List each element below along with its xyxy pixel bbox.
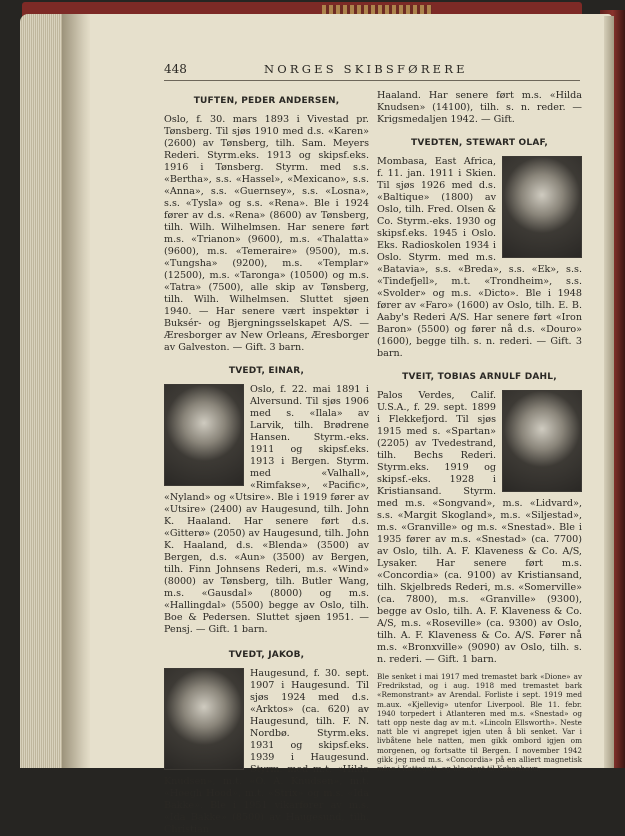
page-right-edge: [604, 16, 614, 768]
portrait-photo: [164, 668, 244, 770]
page-header: [164, 62, 580, 82]
left-column: [164, 90, 369, 836]
entry-name: TVEIT, TOBIAS ARNULF DAHL,: [402, 372, 557, 382]
entry-text: Haugesund, f. 30. sept. 1907 i Haugesund. Til sjøs 1924 med d.s. «Arktos» (ca. 620) av Haugesund, tilh. F. N. Nordbø. Styrm.eks. 1931 og skipsf.eks. 1939 i Haugesund. Styrm. med m.t. «Hilda Knudsen», m.t. «O. A. Knudsen», m.t. «Høegh Hood», m.t. «Strix» og m.s. «Ida Bakke». Ble i 1951 vikarfører av m.s. «Ida Bakke» (8500) av Haugesund, tilh. Christian: [164, 668, 369, 835]
portrait-photo: [502, 390, 582, 492]
running-head: NORGES SKIBSFØRERE: [264, 62, 468, 76]
entry-name: TVEDT, JAKOB,: [228, 650, 305, 660]
right-column: [377, 90, 582, 773]
gilt-ornament: [322, 5, 432, 14]
entry-name: TVEDTEN, STEWART OLAF,: [410, 138, 549, 148]
portrait-photo: [164, 384, 244, 486]
entry-name: TVEDT, EINAR,: [228, 366, 305, 376]
entry-text: Oslo, f. 22. mai 1891 i Alversund. Til sjøs 1906 med s. «Ilala» av Larvik, tilh. Brødrene Hansen. Styrm.-eks. 1911 og skipsf.eks. 1913 i Bergen. Styrm. med «Valhall», «Rimfakse», «Pacific», «Nyland» og «Utsire». Ble i 1919 fører av «Utsire» (2400) av Haugesund, tilh. John K. Haaland. Har senere ført d.s. «Gitterø» (2050) av Haugesund, tilh. John K. Haaland, d.s. «Blenda» (3500) av Bergen, d.s. «Aun» (3500) av Bergen, tilh. Finn Johnsens Rederi, m.s. «Wind» (8000) av Tønsberg, tilh. Butler Wang, m.s. «Gausdal» (8000) og m.s. «Hallingdal» (5500) begge av Oslo, tilh. Boe & Pedersen. Sluttet sjøen 1951. — Pensj. — Gift. 1 barn.: [164, 384, 369, 635]
page-number: 448: [164, 62, 187, 76]
entry-text: Haaland. Har senere ført m.s. «Hilda Knudsen» (14100), tilh. s. n. reder. — Krigsmedaljen 1942. — Gift.: [377, 90, 582, 125]
header-rule: [164, 80, 580, 81]
entry-text: Oslo, f. 30. mars 1893 i Vivestad pr. Tønsberg. Til sjøs 1910 med d.s. «Karen» (2600) av Tønsberg, tilh. Sam. Meyers Rederi. Styrm.eks. 1913 og skipsf.eks. 1916 i Tønsberg. Styrm. med s.s. «Bertha», s.s. «Hassel», «Mexicano», s.s. «Anna», s.s. «Guernsey», s.s. «Losna», s.s. «Tysla» og s.s. «Rena». Ble i 1924 fører av d.s. «Rena» (8600) av Tønsberg, tilh. Wilh. Wilhelmsen. Har senere ført m.s. «Trianon» (9600), m.s. «Thalatta» (9600), m.s. «Temeraire» (9500), m.s. «Tungsha» (9200), m.s. «Templar» (12500), m.s. «Taronga» (10500) og m.s. «Tatra» (7500), alle skip av Tønsberg, tilh. Wilh. Wilhelmsen. Sluttet sjøen 1940. — Har senere vært inspektør i Buksér- og Bjergningsselskapet A/S. — Æresborger av New Orleans, Æresborger av Galveston. — Gift. 3 barn.: [164, 114, 369, 353]
page-gutter: [62, 14, 90, 768]
footnote: Ble senket i mai 1917 med tremastet bark «Dione» av Fredrikstad, og i aug. 1918 med tremastet bark «Remonstrant» av Arendal. Forliste i sept. 1919 med m.aux. «Kjellevig» utenfor Liverpool. Ble 11. febr. 1940 torpedert i Atlanteren med m.s. «Snestad» og tatt opp neste dag av m.t. «Lincoln Ellsworth». Neste natt ble vi angrepet igjen uten å bli senket. Var i livbåtene hele natten, men gikk ombord igjen om morgenen, og fortsatte til Bergen. I november 1942 gikk jeg med m.s. «Concordia» på en alliert magnetisk mine i Kattegatt, og ble slept til København.: [377, 672, 582, 774]
entry-text: Palos Verdes, Calif. U.S.A., f. 29. sept. 1899 i Flekkefjord. Til sjøs 1915 med s. «Spartan» (2205) av Tvedestrand, tilh. Bechs Rederi. Styrm.eks. 1919 og skipsf.-eks. 1928 i Kristiansand. Styrm. med m.s. «Songvand», m.s. «Lidvard», s.s. «Margit Skogland», m.s. «Siljestad», m.s. «Granville» og m.s. «Snestad». Ble i 1935 fører av m.s. «Snestad» (ca. 7700) av Oslo, tilh. A. F. Klaveness & Co. A/S, Lysaker. Har senere ført m.s. «Concordia» (ca. 9100) av Kristiansand, tilh. Skjelbreds Rederi, m.s. «Somerville» (ca. 7800), m.s. «Granville» (9300), begge av Oslo, tilh. A. F. Klaveness & Co. A/S, m.s. «Roseville» (ca. 9300) av Oslo, tilh. A. F. Klaveness & Co. A/S. Fører nå m.s. «Bronxville» (9090) av Oslo, tilh. s. n. rederi. — Gift. 1 barn.: [377, 390, 582, 665]
portrait-photo: [502, 156, 582, 258]
entry-text: Mombasa, East Africa, f. 11. jan. 1911 i Skien. Til sjøs 1926 med d.s. «Baltique» (1800) av Oslo, tilh. Fred. Olsen & Co. Styrm.-eks. 1930 og skipsf.eks. 1945 i Oslo. Eks. Radioskolen 1934 i Oslo. Styrm. med m.s. «Batavia», s.s. «Breda», s.s. «Ek», s.s. «Tindefjell», m.t. «Trondheim», s.s. «Svolder» og m.s. «Dicto». Ble i 1948 fører av «Faro» (1600) av Oslo, tilh. E. B. Aaby's Rederi A/S. Har senere ført «Iron Baron» (5500) og fører nå d.s. «Douro» (1600), begge tilh. s. n. rederi. — Gift. 3 barn.: [377, 156, 582, 359]
entry-name: TUFTEN, PEDER ANDERSEN,: [193, 96, 340, 106]
